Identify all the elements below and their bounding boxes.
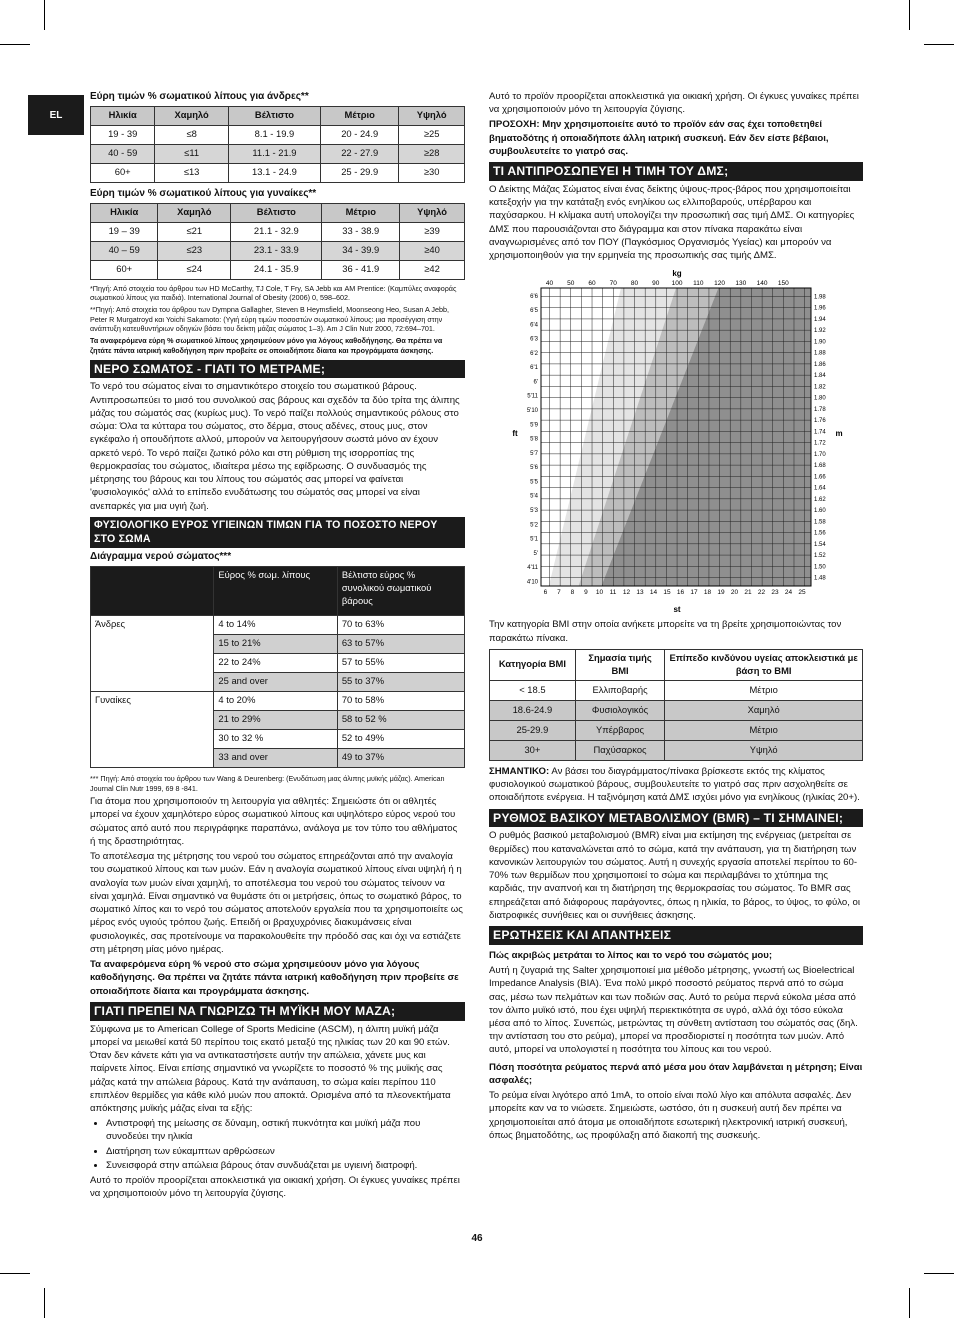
- kg-tick-label: 110: [693, 280, 704, 288]
- m-tick-label: 1.90: [814, 339, 826, 346]
- m-tick-label: 1.50: [814, 564, 826, 571]
- top-axis-label: kg: [672, 269, 682, 279]
- m-tick-label: 1.96: [814, 306, 826, 313]
- section-heading-muscle: ΓΙΑΤΙ ΠΡΕΠΕΙ ΝΑ ΓΝΩΡΙΖΩ ΤΗ ΜΥΪΚΗ ΜΟΥ ΜΑΖΑ;: [90, 1002, 465, 1021]
- list-item: • Αντιστροφή της μείωσης σε δύναμη, οστική πυκνότητα και μυϊκή μάζα που συνοδεύει την ηλικία: [106, 1117, 465, 1143]
- table-cell: 33 and over: [214, 748, 337, 767]
- table-cell: 49 to 37%: [337, 748, 464, 767]
- crop-mark: [44, 0, 45, 30]
- table-row: [91, 163, 465, 182]
- left-column: [90, 90, 465, 1203]
- table-cell: 18.6-24.9: [490, 700, 576, 720]
- st-tick-label: 19: [717, 589, 725, 597]
- ft-tick-label: 6': [533, 379, 538, 386]
- st-tick-label: 20: [730, 589, 739, 597]
- table-row: [490, 680, 863, 700]
- table-row: [91, 222, 465, 241]
- footnote: **Πηγή: Από στοιχεία του άρθρου των Dympna Gallagher, Steven B Heymsfield, Moonseong Heo, Susan A Jebb, Peter R Murgatroyd και Yoichi Sakamoto: (Υγιή εύρη τιμών ποσοστών σωματικού λίπους: μια προσέγγιση στην ανάπτυξη κατευθυντήριων οδηγιών βάσει του δείκτη μάζας σώματος 1–3). Am J Clin Nutr 2000, 72:694–701.: [90, 305, 449, 334]
- st-tick-label: 10: [595, 589, 604, 597]
- kg-tick-label: 70: [609, 280, 617, 288]
- st-tick-label: 16: [676, 589, 685, 597]
- faq-answer: Το ρεύμα είναι λιγότερο από 1mA, το οποίο είναι πολύ λίγο και απόλυτα ασφαλές. Δεν μπορείτε καν να το νιώσετε. Σημειώστε, ωστόσο, ότι η συσκευή αυτή δεν πρέπει να χρησιμοποιείται από άτομα με οποιαδήποτε εσωτερική ηλεκτρονική ιατρική συσκευή, όπως βηματοδότης, ως προφύλαξη από διακοπή της συσκευής.: [489, 1090, 852, 1141]
- bmi-table-intro: Την κατηγορία BMI στην οποία ανήκετε μπορείτε να τη βρείτε χρησιμοποιώντας τον παρακάτω πίνακα.: [489, 619, 842, 644]
- faq-question: Πώς ακριβώς μετράται το λίπος και το νερό του σώματός μου;: [489, 949, 773, 961]
- st-tick-label: 6: [543, 589, 548, 597]
- table-cell: 13.1 - 24.9: [228, 163, 320, 182]
- table-cell: 21.1 - 32.9: [231, 222, 322, 241]
- m-tick-label: 1.68: [814, 463, 826, 470]
- m-tick-label: 1.60: [814, 508, 826, 515]
- table-header: Χαμηλό: [158, 203, 231, 222]
- important-text: Αν βάσει του διαγράμματος/πίνακα βρίσκεστε εκτός της κλίματος φυσιολογικού σωματικού βάρους, συμβουλευτείτε το γιατρό σας πριν ασχοληθείτε σε οποιαδήποτε ενέργεια. Η ταξινόμηση κατά ΔΜΣ ισχύει μόνο για ενηλίκους (ηλικίας 20+).: [489, 765, 860, 804]
- m-tick-label: 1.74: [814, 429, 826, 436]
- table-cell: ≥40: [400, 241, 465, 260]
- kg-tick-label: 100: [671, 280, 683, 288]
- kg-tick-label: 60: [588, 280, 596, 288]
- footnote-warning: Τα αναφερόμενα εύρη % σωματικού λίπους χρησιμεύουν μόνο για λόγους καθοδήγησης. Θα πρέπει να ζητάτε πάντα ιατρική καθοδήγηση πριν προβείτε σε οποιαδήποτε δίαιτα και προγράμματα άσκησης.: [90, 336, 443, 355]
- table-cell: 11.1 - 21.9: [228, 144, 320, 163]
- crop-mark: [0, 1273, 30, 1274]
- athletes-note: Για άτομα που χρησιμοποιούν τη λειτουργία για αθλητές: Σημειώστε ότι οι αθλητές μπορεί να έχουν χαμηλότερο εύρος σωματικού λίπους και υψηλότερο εύρος νερού του σώματος από αυτό που περιγράφηκε παραπάνω, ανάλογα με τον τύπο του αθλήματος ή της δραστηριότητας.: [90, 796, 458, 847]
- pacemaker-warning: ΠΡΟΣΟΧΗ: Μην χρησιμοποιείτε αυτό το προϊόν εάν σας έχει τοποθετηθεί βηματοδότης ή οποιαδήποτε άλλη ιατρική συσκευή. Εάν δεν είστε βέβαιοι, συμβουλευτείτε το γιατρό σας.: [489, 119, 829, 157]
- table-row: [91, 615, 465, 634]
- st-tick-label: 14: [649, 589, 658, 597]
- language-code: EL: [49, 110, 63, 121]
- m-tick-label: 1.48: [814, 575, 826, 582]
- men-fat-title: Εύρη τιμών % σωματικού λίπους για άνδρες**: [90, 91, 309, 102]
- table-header: Μέτριο: [322, 203, 400, 222]
- m-tick-label: 1.76: [814, 418, 826, 425]
- section-heading-faq: ΕΡΩΤΗΣΕΙΣ ΚΑΙ ΑΠΑΝΤΗΣΕΙΣ: [489, 926, 863, 945]
- table-cell: 19 – 39: [91, 222, 158, 241]
- table-cell: 70 to 58%: [337, 691, 464, 710]
- table-cell: 25-29.9: [490, 720, 576, 740]
- language-tab: [28, 95, 84, 135]
- kg-tick-label: 150: [777, 280, 789, 288]
- kg-tick-label: 90: [652, 280, 660, 288]
- st-tick-label: 13: [636, 589, 644, 597]
- table-cell: 33 - 38.9: [322, 222, 400, 241]
- table-header: Μέτριο: [321, 106, 399, 125]
- ft-tick-label: 5'5: [530, 479, 538, 486]
- m-tick-label: 1.88: [814, 351, 826, 358]
- table-cell: 20 - 24.9: [321, 125, 399, 144]
- table-cell: Υπέρβαρος: [575, 720, 665, 740]
- table-cell: 34 - 39.9: [322, 241, 400, 260]
- ft-tick-label: 5'4: [530, 494, 538, 501]
- footnote: *Πηγή: Από στοιχεία του άρθρου των HD McCarthy, TJ Cole, T Fry, SA Jebb και AM Prentice: (Καμπύλες αναφοράς σωματικού λίπους για παιδιά). International Journal of Obesity (2006) 0, 598–602.: [90, 283, 457, 303]
- table-cell: 25 and over: [214, 672, 337, 691]
- m-tick-label: 1.58: [814, 519, 826, 526]
- table-cell: Υψηλό: [665, 740, 863, 760]
- kg-tick-label: 120: [714, 280, 726, 288]
- m-tick-label: 1.92: [814, 328, 826, 335]
- m-tick-label: 1.78: [814, 407, 826, 414]
- st-tick-label: 21: [744, 589, 752, 597]
- table-cell: 23.1 - 33.9: [231, 241, 322, 260]
- table-cell: Μέτριο: [665, 720, 863, 740]
- table-cell: 36 - 41.9: [322, 260, 400, 279]
- faq-answer: Αυτή η ζυγαριά της Salter χρησιμοποιεί μια μέθοδο μέτρησης, γνωστή ως Bioelectrical Impedance Analysis (BIA). Ένα πολύ μικρό ποσοστό ρεύματος περνά από το σώμα σας, μέσω των πελμάτων και των ποδιών σας. Αυτό το ρεύμα περνά εύκολα μέσα από τον άλιπο μυϊκό ιστό, που έχει υψηλή περιεκτικότητα σε υγρό, αλλά όχι τόσο εύκολα μέσα από το λίπος. Συνεπώς, μετρώντας τη σύνθετη αντίσταση του σώματός σας (δηλ. την αντίσταση του στο ρεύμα), μπορεί να προσδιοριστεί η ποσότητα των μυών. Από αυτό, μπορεί να υπολογιστεί η ποσότητα του λίπους και του νερού.: [489, 965, 858, 1056]
- home-use-note: Αυτό το προϊόν προορίζεται αποκλειστικά για οικιακή χρήση. Οι έγκυες γυναίκες πρέπει να χρησιμοποιούν μόνο τη λειτουργία ζύγισης.: [489, 91, 859, 116]
- ft-tick-label: 5': [533, 551, 538, 558]
- table-cell: 30+: [490, 740, 576, 760]
- list-item: • Συνεισφορά στην απώλεια βάρους όταν συνδυάζεται με υγιεινή διατροφή.: [106, 1159, 465, 1172]
- section-heading-water: ΝΕΡΟ ΣΩΜΑΤΟΣ - ΓΙΑΤΙ ΤΟ ΜΕΤΡΑΜΕ;: [90, 360, 465, 379]
- footnote: *** Πηγή: Από στοιχεία του άρθρου των Wang & Deurenberg: (Ενυδάτωση μιας άλιπης μυϊκής μάζας). American Journal Clin Nutr 1999, 69 8 -841.: [90, 773, 445, 793]
- water-table: [90, 566, 465, 768]
- table-header: Υψηλό: [400, 203, 465, 222]
- ft-tick-label: 6'6: [530, 294, 538, 301]
- table-cell: Ελλιποβαρής: [575, 680, 665, 700]
- st-tick-label: 9: [584, 589, 588, 597]
- table-cell: 30 to 32 %: [214, 729, 337, 748]
- table-cell: ≤24: [158, 260, 231, 279]
- water-warning: Τα αναφερόμενα εύρη % νερού στο σώμα χρησιμεύουν μόνο για λόγους καθοδήγησης. Θα πρέπει να ζητάτε πάντα ιατρική καθοδήγηση πριν προβείτε σε οποιαδήποτε δίαιτα και προγράμματα άσκησης.: [90, 959, 459, 997]
- table-cell: 4 to 20%: [214, 691, 337, 710]
- table-cell: ≥39: [400, 222, 465, 241]
- ft-tick-label: 6'3: [530, 337, 538, 344]
- m-tick-label: 1.54: [814, 542, 826, 549]
- ft-tick-label: 5'1: [530, 536, 538, 543]
- kg-tick-label: 50: [567, 280, 575, 288]
- m-tick-label: 1.98: [814, 294, 826, 301]
- table-cell: 25 - 29.9: [321, 163, 399, 182]
- home-use-note: Αυτό το προϊόν προορίζεται αποκλειστικά για οικιακή χρήση. Οι έγκυες γυναίκες πρέπει να χρησιμοποιούν μόνο τη λειτουργία ζύγισης.: [90, 1175, 460, 1200]
- kg-tick-label: 130: [735, 280, 747, 288]
- table-header: Υψηλό: [399, 106, 465, 125]
- st-tick-label: 18: [703, 589, 712, 597]
- table-row: [490, 720, 863, 740]
- table-header: Βέλτιστο: [228, 106, 320, 125]
- table-cell: 21 to 29%: [214, 710, 337, 729]
- st-tick-label: 25: [798, 589, 806, 597]
- table-cell: 55 to 37%: [337, 672, 464, 691]
- ft-tick-label: 5'10: [526, 408, 538, 415]
- table-cell: ≤23: [158, 241, 231, 260]
- kg-tick-label: 80: [630, 280, 639, 288]
- kg-tick-label: 40: [545, 280, 554, 288]
- table-row: [91, 241, 465, 260]
- table-header: Σημασία τιμής BMI: [575, 649, 665, 680]
- ft-tick-label: 6'2: [530, 351, 538, 358]
- crop-mark: [909, 0, 910, 30]
- ft-tick-label: 6'1: [530, 365, 538, 372]
- bmr-body: Ο ρυθμός βασικού μεταβολισμού (BMR) είναι μια εκτίμηση της ενέργειας (μετρείται σε θερμίδες) που καταναλώνεται από το σώμα, κατά την ανάπαυση, για τη διατήρηση των κανονικών λειτουργιών του σώματος. Αυτή η συνεχής εργασία αποτελεί περίπου το 60-70% των θερμίδων που χρησιμοποιεί το σώμα και περιλαμβάνει το χτύπημα της καρδιάς, την αναπνοή και τη διατήρηση της θερμοκρασίας του σώματος. Το BMR σας επηρεάζεται από διάφορους παράγοντες, όπως η ηλικία, το βάρος, το ύψος, το φύλο, οι διατροφικές συνήθειες και οι συνήθειες άσκησης.: [489, 830, 861, 921]
- table-header: Βέλτιστο: [231, 203, 322, 222]
- table-cell: 4 to 14%: [214, 615, 337, 634]
- m-tick-label: 1.84: [814, 373, 826, 380]
- water-body: Το νερό του σώματος είναι το σημαντικότερο στοιχείο του σωματικού βάρους. Αντιπροσωπεύει το μισό του συνολικού σας βάρους και σχεδόν τα δύο τρίτα της άλιπης μάζας του σώματός σας (κυρίως μυς). Το νερό παίζει πολλούς σημαντικούς ρόλους στο σώμα: Όλα τα κύτταρα του σώματος, στο δέρμα, στους αδένες, στους μυς, στον εγκέφαλο ή οπουδήποτε αλλού, μπορούν να λειτουργήσουν σωστά μόνο αν έχουν αρκετό νερό. Το νερό παίζει ζωτικό ρόλο και στη ρύθμιση της ισορροπίας της θερμοκρασίας του σώματος, ιδιαίτερα μέσω της εφίδρωσης. Ο συνδυασμός της μέτρησης του βάρους και του λίπους του σώματός σας μπορεί να φαίνεται 'φυσιολογικός' αλλά το επίπεδο ενυδάτωσης του σώματός σας μπορεί να είναι ανεπαρκές για μια υγιή ζωή.: [90, 381, 460, 512]
- table-cell: ≥42: [400, 260, 465, 279]
- table-header: Ηλικία: [91, 106, 155, 125]
- important-note: [489, 765, 863, 805]
- ft-tick-label: 5'11: [527, 394, 538, 401]
- st-tick-label: 11: [609, 589, 617, 597]
- row-label-men: Άνδρες: [91, 615, 214, 691]
- st-tick-label: 22: [757, 589, 766, 597]
- table-row: [91, 125, 465, 144]
- table-header: Επίπεδο κινδύνου υγείας αποκλειστικά με βάση το BMI: [665, 649, 863, 680]
- muscle-body: Σύμφωνα με το American College of Sports Medicine (ASCM), η άλιπη μυϊκή μάζα μπορεί να μειωθεί κατά 50 περίπου τοις εκατό μεταξύ της ηλικίας των 20 και 90 ετών. Όταν δεν κάνετε κάτι για να αντικαταστήσετε αυτήν την απώλεια, χάνετε μυς και παίρνετε λίπος. Είναι επίσης σημαντικό να γνωρίζετε το ποσοστό % της μυϊκής σας μάζας κατά την απώλεια βάρους. Κατά την ανάπαυση, το σώμα καίει περίπου 110 επιπλέον θερμίδες για κάθε κιλό μυών που αποκτά. Ορισμένα από τα πλεονεκτήματα απόκτησης μυϊκής μάζας είναι τα εξής:: [90, 1023, 451, 1114]
- table-cell: 22 - 27.9: [321, 144, 399, 163]
- table-cell: Παχύσαρκος: [575, 740, 665, 760]
- table-cell: ≥25: [399, 125, 465, 144]
- important-label: ΣΗΜΑΝΤΙΚΟ:: [489, 765, 550, 777]
- ft-tick-label: 5'6: [530, 465, 538, 472]
- table-cell: ≤21: [158, 222, 231, 241]
- table-cell: 8.1 - 19.9: [228, 125, 320, 144]
- st-tick-label: 8: [570, 589, 575, 597]
- m-tick-label: 1.52: [814, 553, 826, 560]
- muscle-benefits-list: [90, 1117, 465, 1172]
- left-axis-label: ft: [512, 429, 518, 439]
- table-cell: 58 to 52 %: [337, 710, 464, 729]
- table-cell: Χαμηλό: [665, 700, 863, 720]
- ft-tick-label: 4'10: [526, 579, 538, 586]
- table-cell: 57 to 55%: [337, 653, 464, 672]
- ft-tick-label: 4'11: [527, 565, 538, 572]
- bmi-table: [489, 649, 863, 761]
- crop-mark: [0, 44, 30, 45]
- table-row: [91, 260, 465, 279]
- bmi-body: Ο Δείκτης Μάζας Σώματος είναι ένας δείκτης ύψους-προς-βάρος που χρησιμοποιείται κατεξοχήν για την κατάταξη ενός ενηλίκου ως ελλιποβαρούς, υπέρβαρου και παχύσαρκου. Η κλίμακα αυτή υπολογίζει την προσωπική σας τιμή ΔΜΣ. Οι κατηγορίες ΔΜΣ που παρουσιάζονται στο διάγραμμα και στον πίνακα παρακάτω είναι αναγνωρισμένες από τον ΠΟΥ (Παγκόσμιος Οργανισμός Υγείας) και μπορούν να χρησιμοποιηθούν για την ερμηνεία της προσωπικής σας τιμής ΔΜΣ.: [489, 184, 855, 262]
- ft-tick-label: 5'2: [530, 522, 538, 529]
- ft-tick-label: 5'8: [530, 436, 538, 443]
- table-row: [91, 691, 465, 710]
- table-cell: 63 to 57%: [337, 634, 464, 653]
- m-tick-label: 1.80: [814, 396, 826, 403]
- table-cell: 60+: [91, 163, 155, 182]
- st-tick-label: 7: [557, 589, 561, 597]
- table-row: [490, 700, 863, 720]
- table-header: Βέλτιστο εύρος % συνολικού σωματικού βάρους: [337, 566, 464, 615]
- right-axis-label: m: [835, 429, 843, 439]
- m-tick-label: 1.64: [814, 486, 826, 493]
- bottom-axis-label: st: [673, 605, 681, 615]
- page-number: 46: [471, 1233, 483, 1244]
- table-header-blank: [91, 566, 214, 615]
- men-fat-table: [90, 106, 465, 183]
- section-heading-bmr: ΡΥΘΜΟΣ ΒΑΣΙΚΟΥ ΜΕΤΑΒΟΛΙΣΜΟΥ (BMR) – ΤΙ ΣΗΜΑΙΝΕΙ;: [489, 809, 863, 828]
- table-cell: Φυσιολογικός: [575, 700, 665, 720]
- table-header: Κατηγορία BMI: [490, 649, 576, 680]
- ft-tick-label: 5'7: [530, 451, 538, 458]
- row-label-women: Γυναίκες: [91, 691, 214, 767]
- table-cell: ≤8: [155, 125, 228, 144]
- water-body-2: Το αποτέλεσμα της μέτρησης του νερού του σώματος επηρεάζονται από την αναλογία του σωματικού λίπους και των μυών. Εάν η αναλογία σωματικού λίπους είναι υψηλή ή η αναλογία των μυών είναι χαμηλή, το αποτέλεσμα του νερού του σώματος τείνουν να είναι χαμηλά. Είναι σημαντικό να θυμάστε ότι οι μετρήσεις, όπως το σωματικό βάρος, το σωματικό λίπος και το νερό του σώματος αποτελούν εργαλεία που τα χρησιμοποιείτε ως μέρος ενός υγιούς τρόπου ζωής. Επειδή οι βραχυχρόνιες διακυμάνσεις είναι φυσιολογικές, σας προτείνουμε να παρακολουθείτε την πρόοδό σας και όχι να εστιάζετε στη μέτρηση μίας μόνο ημέρας.: [90, 851, 463, 955]
- table-cell: 15 to 21%: [214, 634, 337, 653]
- m-tick-label: 1.62: [814, 497, 826, 504]
- right-column: [489, 90, 863, 1144]
- st-tick-label: 12: [622, 589, 631, 597]
- crop-mark: [924, 44, 954, 45]
- st-tick-label: 23: [771, 589, 779, 597]
- m-tick-label: 1.66: [814, 474, 826, 481]
- table-cell: Μέτριο: [665, 680, 863, 700]
- table-cell: 60+: [91, 260, 158, 279]
- table-cell: 19 - 39: [91, 125, 155, 144]
- women-fat-title: Εύρη τιμών % σωματικού λίπους για γυναίκες**: [90, 187, 317, 199]
- st-tick-label: 15: [663, 589, 671, 597]
- table-cell: 24.1 - 35.9: [231, 260, 322, 279]
- table-cell: 52 to 49%: [337, 729, 464, 748]
- bmi-chart: [489, 264, 863, 616]
- table-cell: 70 to 63%: [337, 615, 464, 634]
- crop-mark: [909, 1288, 910, 1318]
- table-header: Χαμηλό: [155, 106, 228, 125]
- m-tick-label: 1.56: [814, 530, 826, 537]
- table-cell: 40 – 59: [91, 241, 158, 260]
- m-tick-label: 1.94: [814, 317, 826, 324]
- table-cell: < 18.5: [490, 680, 576, 700]
- table-cell: 22 to 24%: [214, 653, 337, 672]
- m-tick-label: 1.70: [814, 452, 826, 459]
- table-cell: 40 - 59: [91, 144, 155, 163]
- st-tick-label: 17: [690, 589, 698, 597]
- st-tick-label: 24: [784, 589, 793, 597]
- table-header: Εύρος % σωμ. λίπους: [214, 566, 337, 615]
- ft-tick-label: 5'9: [530, 422, 538, 429]
- list-item: • Διατήρηση των εύκαμπτων αρθρώσεων: [106, 1145, 465, 1158]
- table-cell: ≤11: [155, 144, 228, 163]
- women-fat-table: [90, 203, 465, 280]
- table-cell: ≤13: [155, 163, 228, 182]
- ft-tick-label: 6'5: [530, 308, 538, 315]
- crop-mark: [44, 1288, 45, 1318]
- table-row: [91, 144, 465, 163]
- crop-mark: [924, 1273, 954, 1274]
- table-cell: ≥28: [399, 144, 465, 163]
- m-tick-label: 1.82: [814, 384, 826, 391]
- table-cell: ≥30: [399, 163, 465, 182]
- kg-tick-label: 140: [756, 280, 768, 288]
- water-chart-subtitle: Διάγραμμα νερού σώματος***: [90, 551, 232, 563]
- table-row: [490, 740, 863, 760]
- m-tick-label: 1.72: [814, 441, 826, 448]
- ft-tick-label: 6'4: [530, 322, 538, 329]
- ft-tick-label: 5'3: [530, 508, 538, 515]
- m-tick-label: 1.86: [814, 362, 826, 369]
- table-header: Ηλικία: [91, 203, 158, 222]
- section-heading-water-range: ΦΥΣΙΟΛΟΓΙΚΟ ΕΥΡΟΣ ΥΓΙΕΙΝΩΝ ΤΙΜΩΝ ΓΙΑ ΤΟ ΠΟΣΟΣΤΟ ΝΕΡΟΥ ΣΤΟ ΣΩΜΑ: [90, 517, 465, 548]
- faq-question: Πόση ποσότητα ρεύματος περνά από μέσα μου όταν λαμβάνεται η μέτρηση; Είναι ασφαλές;: [489, 1061, 863, 1086]
- section-heading-bmi: ΤΙ ΑΝΤΙΠΡΟΣΩΠΕΥΕΙ Η ΤΙΜΗ ΤΟΥ ΔΜΣ;: [489, 162, 863, 181]
